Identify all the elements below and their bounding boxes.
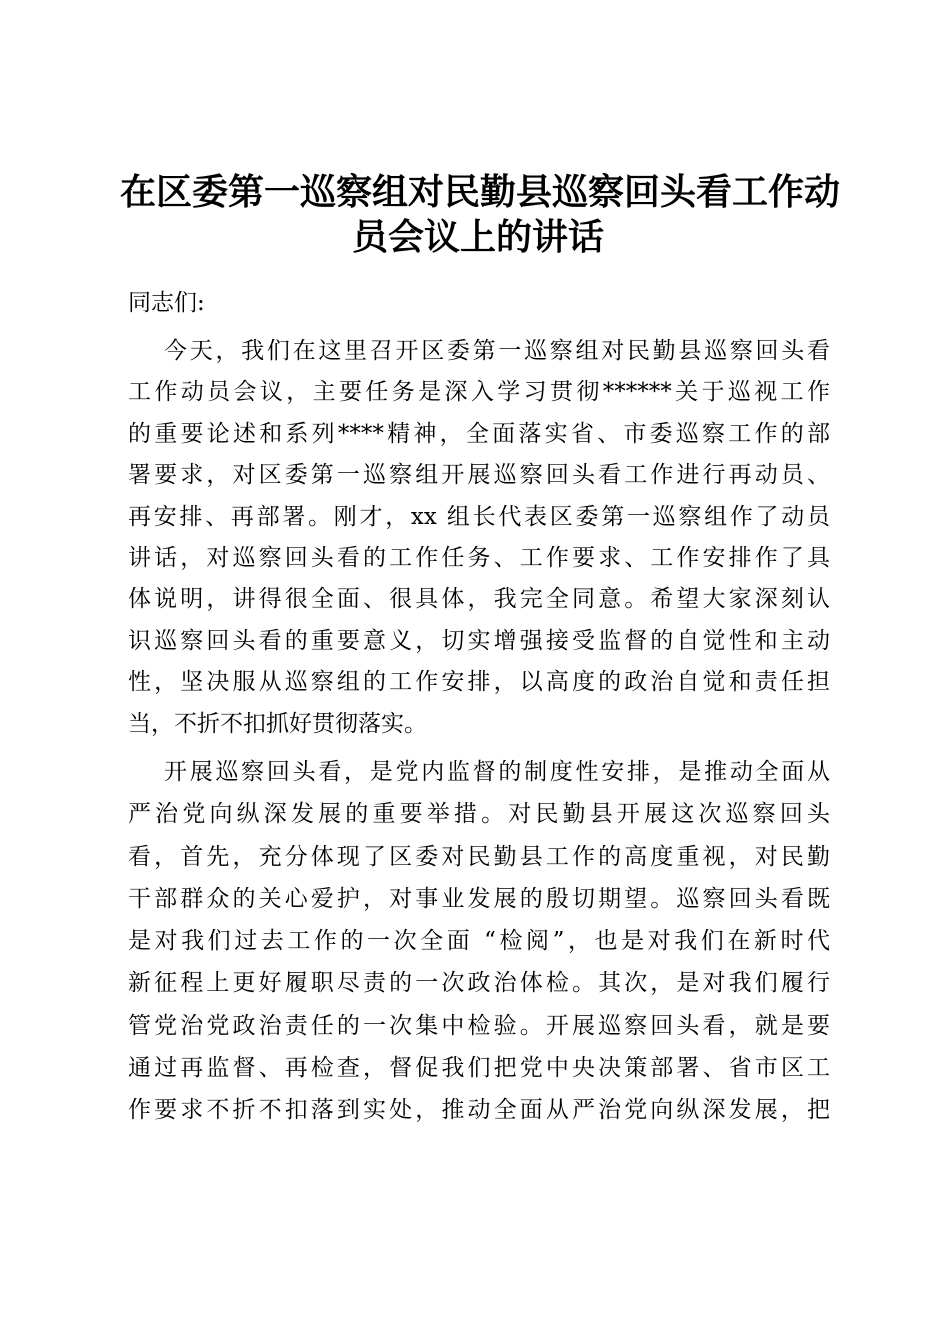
text-line: 性，坚决服从巡察组的工作安排，以高度的政治自觉和责任担: [128, 669, 830, 696]
text-line: 作要求不折不扣落到实处，推动全面从严治党向纵深发展，把: [128, 1097, 830, 1124]
text-line: 开展巡察回头看，是党内监督的制度性安排，是推动全面从: [164, 759, 830, 785]
text-line: 工作动员会议，主要任务是深入学习贯彻******关于巡视工作: [128, 379, 830, 406]
text-line: 今天，我们在这里召开区委第一巡察组对民勤县巡察回头看: [164, 338, 830, 364]
paragraph-2: [128, 751, 830, 1132]
text-line: 管党治党政治责任的一次集中检验。开展巡察回头看，就是要: [128, 1012, 830, 1039]
salutation: 同志们:: [128, 290, 205, 316]
text-line: 署要求，对区委第一巡察组开展巡察回头看工作进行再动员、: [128, 462, 830, 489]
text-line: 当，不折不扣抓好贯彻落实。: [128, 710, 427, 737]
text-line: 通过再监督、再检查，督促我们把党中央决策部署、省市区工: [128, 1055, 830, 1082]
text-line: 干部群众的关心爱护，对事业发展的殷切期望。巡察回头看既: [128, 885, 830, 912]
text-line: 新征程上更好履职尽责的一次政治体检。其次，是对我们履行: [128, 970, 830, 997]
text-line: 识巡察回头看的重要意义，切实增强接受监督的自觉性和主动: [128, 627, 830, 654]
text-line: 体说明，讲得很全面、很具体，我完全同意。希望大家深刻认: [128, 586, 830, 613]
title-line: 员会议上的讲话: [351, 216, 604, 258]
document-title: [120, 170, 841, 260]
text-line: 是对我们过去工作的一次全面 “检阅”，也是对我们在新时代: [128, 928, 830, 955]
text-line: 看，首先，充分体现了区委对民勤县工作的高度重视，对民勤: [128, 843, 830, 870]
text-line: 讲话，对巡察回头看的工作任务、工作要求、工作安排作了具: [128, 544, 830, 571]
text-line: 再安排、再部署。刚才，xx 组长代表区委第一巡察组作了动员: [128, 503, 830, 530]
text-line: 的重要论述和系列****精神，全面落实省、市委巡察工作的部: [128, 420, 830, 447]
title-line: 在区委第一巡察组对民勤县巡察回头看工作动: [120, 171, 841, 213]
text-line: 严治党向纵深发展的重要举措。对民勤县开展这次巡察回头: [128, 801, 830, 828]
paragraph-1: [128, 331, 830, 745]
